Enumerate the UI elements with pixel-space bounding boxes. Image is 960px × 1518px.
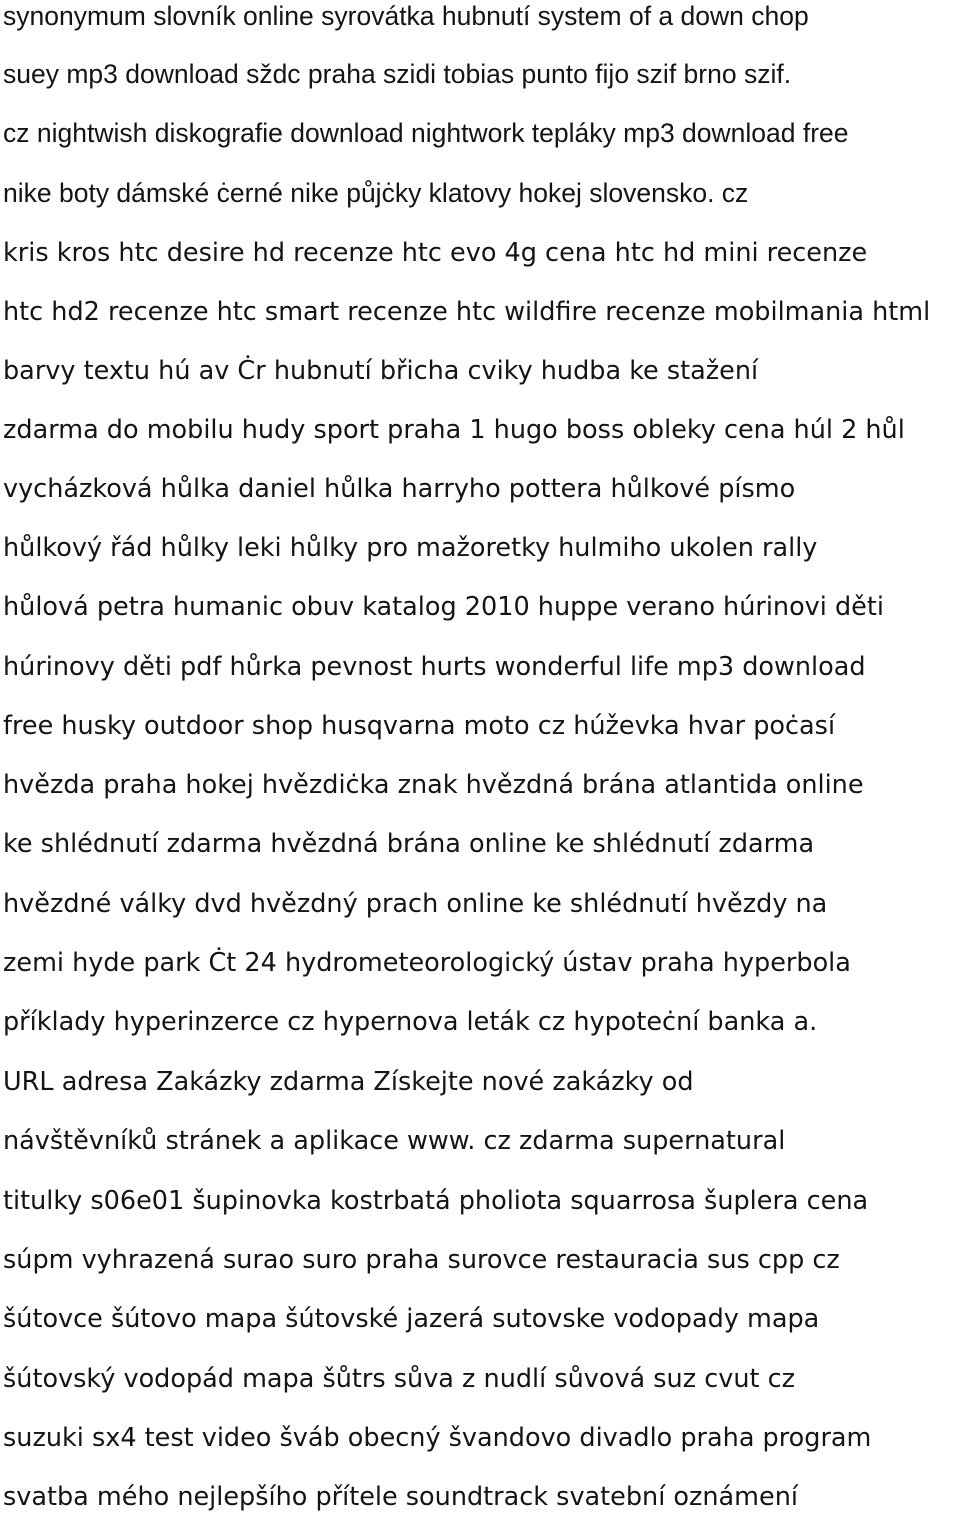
- text-line: súpm vyhrazená surao suro praha surovce restauracia sus cpp cz: [3, 1245, 840, 1275]
- text-line: zdarma do mobilu hudy sport praha 1 hugo boss obleky cena húl 2 hůl: [3, 415, 905, 445]
- text-line: synonymum slovník online syrovátka hubnutí system of a down chop: [3, 1, 809, 31]
- text-line: hůlkový řád hůlky leki hůlky pro mažoretky hulmiho ukolen rally: [3, 533, 818, 563]
- text-line: cz nightwish diskografie download nightwork tepláky mp3 download free: [3, 118, 849, 148]
- text-line: húrinovy děti pdf hůrka pevnost hurts wonderful life mp3 download: [3, 652, 866, 682]
- text-line: nike boty dámské ċerné nike půjċky klatovy hokej slovensko. cz: [3, 178, 749, 208]
- text-line: šútovce šútovo mapa šútovské jazerá sutovske vodopady mapa: [3, 1304, 820, 1334]
- text-line: šútovský vodopád mapa šůtrs sůva z nudlí sůvová suz cvut cz: [3, 1364, 795, 1394]
- text-line: htc hd2 recenze htc smart recenze htc wildfire recenze mobilmania html: [3, 297, 931, 327]
- text-line: svatba mého nejlepšího přítele soundtrack svatební oznámení: [3, 1482, 798, 1512]
- text-line: návštěvníků stránek a aplikace www. cz zdarma supernatural: [3, 1126, 786, 1156]
- text-line: ke shlédnutí zdarma hvězdná brána online ke shlédnutí zdarma: [3, 829, 815, 859]
- text-line: barvy textu hú av Ċr hubnutí břicha cviky hudba ke stažení: [3, 356, 759, 386]
- text-line: hvězda praha hokej hvězdiċka znak hvězdná brána atlantida online: [3, 770, 864, 800]
- text-line: hvězdné války dvd hvězdný prach online ke shlédnutí hvězdy na: [3, 889, 828, 919]
- text-line: suzuki sx4 test video šváb obecný švandovo divadlo praha program: [3, 1423, 872, 1453]
- text-line: vycházková hůlka daniel hůlka harryho pottera hůlkové písmo: [3, 474, 796, 504]
- text-line: hůlová petra humanic obuv katalog 2010 huppe verano húrinovi děti: [3, 592, 884, 622]
- text-line: kris kros htc desire hd recenze htc evo 4g cena htc hd mini recenze: [3, 238, 868, 268]
- text-line: titulky s06e01 šupinovka kostrbatá pholiota squarrosa šuplera cena: [3, 1186, 869, 1216]
- text-line: příklady hyperinzerce cz hypernova leták cz hypoteċní banka a.: [3, 1007, 818, 1037]
- text-line: zemi hyde park Ċt 24 hydrometeorologický ústav praha hyperbola: [3, 948, 851, 978]
- text-line: URL adresa Zakázky zdarma Získejte nové zakázky od: [3, 1067, 694, 1097]
- text-line: free husky outdoor shop husqvarna moto cz húževka hvar poċasí: [3, 711, 836, 741]
- text-line: suey mp3 download sždc praha szidi tobias punto fijo szif brno szif.: [3, 59, 792, 89]
